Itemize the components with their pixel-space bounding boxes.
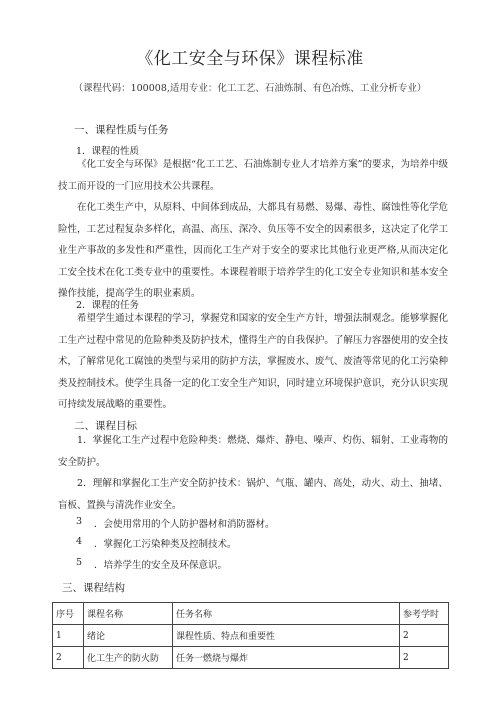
document-subtitle: （课程代码：100008,适用专业：化工工艺、石油炼制、有色冶炼、工业分析专业） xyxy=(73,83,427,94)
table-cell: 化工生产的防火防 xyxy=(84,647,173,669)
section-heading-nature: 一、课程性质与任务 xyxy=(74,124,169,136)
objective-3-number: 3 xyxy=(76,516,83,527)
table-cell: 任务一燃烧与爆炸 xyxy=(173,647,400,669)
subheading-course-nature: 1．课程的性质 xyxy=(76,146,140,157)
subheading-course-task: 2．课程的任务 xyxy=(76,300,140,311)
table-cell: 2 xyxy=(400,647,449,669)
table-header-row xyxy=(53,603,449,625)
section-heading-structure: 三、课程结构 xyxy=(62,582,125,594)
objective-item-2: 2．理解和掌握化工生产安全防护技术：锅炉、气瓶、罐内、高处，动火、动土、抽堵、盲板、置换与清洗作业安全。 xyxy=(58,478,448,511)
table-row xyxy=(53,625,449,647)
table-cell: 2 xyxy=(53,647,84,669)
objective-5-text: ．培养学生的安全及环保意识。 xyxy=(94,560,228,571)
objective-item-1: 1．掌握化工生产过程中危险种类：燃烧、爆炸、静电、噪声、灼伤、辐射、工业毒物的安全防护。 xyxy=(58,435,448,468)
table-cell: 1 xyxy=(53,625,84,647)
section-heading-objectives: 二、课程目标 xyxy=(74,420,137,432)
paragraph-chemical-hazards: 在化工类生产中，从原料、中间体到成品，大都具有易燃、易爆、毒性、腐蚀性等化学危险性，工艺过程复杂多样化，高温、高压、深冷、负压等不安全的因素很多，这决定了化学工业生产事故的多发性和严重性，因而化工生产对于安全的要求比其他行业更严格,从而决定化工安全技术在化工类专业中的重要性。本课程着眼于培养学生的化工安全专业知识和基本安全操作技能，提高学生的职业素质。 xyxy=(58,202,448,299)
column-header-course-name: 课程名称 xyxy=(84,603,173,625)
course-structure-table xyxy=(52,602,449,669)
paragraph-course-task: 希望学生通过本课程的学习，掌握党和国家的安全生产方针，增强法制观念。能够掌握化工生产过程中常见的危险种类及防护技术，懂得生产的自我保护。了解压力容器使用的安全技术，了解常见化工腐蚀的类型与采用的防护方法，掌握废水、废气、废渣等常见的化工污染种类及控制技术。使学生具备一定的化工安全生产知识，同时建立环境保护意识，充分认识实现可持续发展战略的重要性。 xyxy=(58,313,448,410)
table-cell: 绪论 xyxy=(84,625,173,647)
objective-5-number: 5 xyxy=(76,557,83,568)
table-cell: 2 xyxy=(400,625,449,647)
document-title: 《化工安全与环保》课程标准 xyxy=(136,49,364,69)
column-header-hours: 参考学时 xyxy=(400,603,449,625)
objective-3-text: ．会使用常用的个人防护器材和消防器材。 xyxy=(94,519,275,530)
objective-4-text: ．掌握化工污染种类及控制技术。 xyxy=(94,539,237,550)
paragraph-course-intro: 《化工安全与环保》是根据“化工工艺、石油炼制专业人才培养方案”的要求，为培养中级技工而开设的一门应用技术公共课程。 xyxy=(58,159,448,192)
objective-4-number: 4 xyxy=(76,536,83,547)
column-header-task-name: 任务名称 xyxy=(173,603,400,625)
table-row xyxy=(53,647,449,669)
column-header-number: 序号 xyxy=(53,603,84,625)
table-cell: 课程性质、特点和重要性 xyxy=(173,625,400,647)
